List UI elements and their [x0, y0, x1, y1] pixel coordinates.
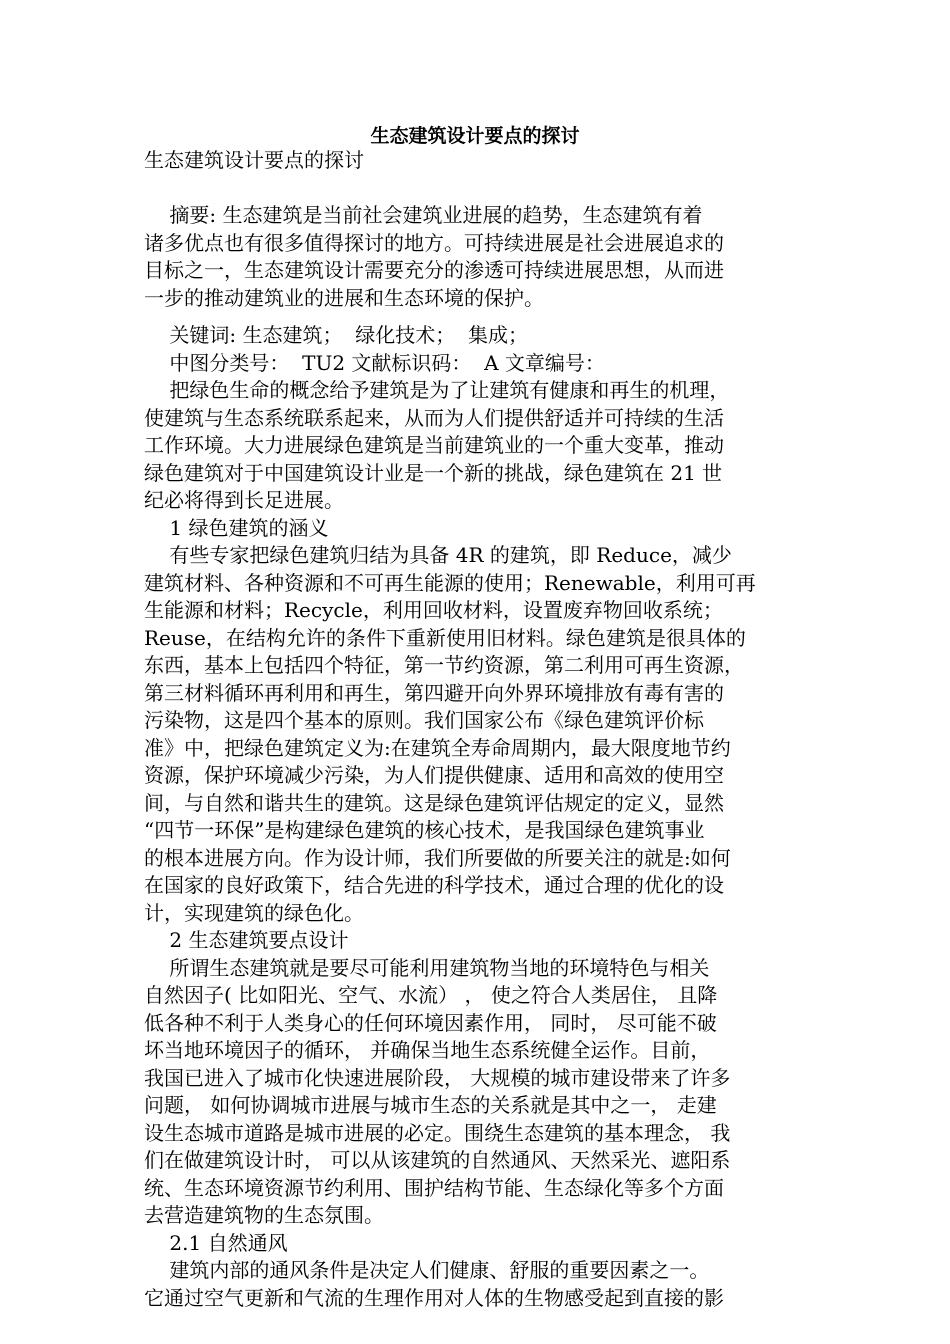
- section-1-line: 污染物，这是四个基本的原则。我们国家公布《绿色建筑评价标: [144, 708, 704, 732]
- intro-line: 使建筑与生态系统联系起来，从而为人们提供舒适并可持续的生活: [144, 405, 724, 430]
- section-2-heading: 2 生态建筑要点设计: [144, 928, 349, 952]
- section-1-line: 间，与自然和谐共生的建筑。这是绿色建筑评估规定的定义，显然: [144, 790, 724, 815]
- main-body: [144, 322, 806, 1312]
- section-1-line: Reuse，在结构允许的条件下重新使用旧材料。绿色建筑是很具体的: [144, 625, 746, 650]
- abstract-paragraph: [144, 202, 806, 312]
- subtitle-block: [144, 147, 806, 175]
- section-1-line: 资源，保护环境减少污染，为人们提供健康、适用和高效的使用空: [144, 763, 724, 787]
- abstract-line: 诸多优点也有很多值得探讨的地方。可持续进展是社会进展追求的: [144, 230, 724, 255]
- section-2-line: 设生态城市道路是城市进展的必定。围绕生态建筑的基本理念， 我: [144, 1120, 731, 1145]
- document-title: 生态建筑设计要点的探讨: [370, 125, 580, 147]
- section-1-line: 生能源和材料；Recycle，利用回收材料，设置废弃物回收系统；: [144, 598, 723, 622]
- section-1-line: 准》中，把绿色建筑定义为:在建筑全寿命周期内，最大限度地节约: [144, 735, 731, 760]
- section-2-line: 问题， 如何协调城市进展与城市生态的关系就是其中之一， 走建: [144, 1093, 717, 1117]
- section-1-line: 东西，基本上包括四个特征，第一节约资源，第二利用可再生资源，: [144, 653, 744, 677]
- section-2-1-heading: 2.1 自然通风: [144, 1230, 288, 1255]
- section-1-line: 的根本进展方向。作为设计师，我们所要做的所要关注的就是:如何: [144, 845, 731, 870]
- section-1-line: 第三材料循环再利用和再生，第四避开向外界环境排放有毒有害的: [144, 680, 724, 705]
- section-2-line: 去营造建筑物的生态氛围。: [144, 1203, 384, 1227]
- section-2-line: 统、生态环境资源节约利用、围护结构节能、生态绿化等多个方面: [144, 1175, 724, 1200]
- classification-line: 中图分类号： TU2 文献标识码： A 文章编号：: [144, 350, 605, 375]
- section-2-line: 我国已进入了城市化快速进展阶段， 大规模的城市建设带来了许多: [144, 1065, 731, 1090]
- section-1-line: 计，实现建筑的绿色化。: [144, 900, 364, 925]
- intro-line: 绿色建筑对于中国建筑设计业是一个新的挑战，绿色建筑在 21 世: [144, 460, 723, 485]
- section-2-line: 自然因子( 比如阳光、空气、水流） ， 使之符合人类居住， 且降: [144, 983, 718, 1007]
- section-2-line: 坏当地环境因子的循环， 并确保当地生态系统健全运作。目前，: [144, 1038, 711, 1062]
- section-2-line: 们在做建筑设计时， 可以从该建筑的自然通风、天然采光、遮阳系: [144, 1148, 731, 1172]
- section-1-line: 建筑材料、各种资源和不可再生能源的使用；Renewable，利用可再: [144, 570, 756, 595]
- section-2-line: 低各种不利于人类身心的任何环境因素作用， 同时， 尽可能不破: [144, 1010, 717, 1035]
- section-1-line: 在国家的良好政策下，结合先进的科学技术，通过合理的优化的设: [144, 873, 724, 897]
- section-1-heading: 1 绿色建筑的涵义: [144, 515, 329, 540]
- abstract-line: 目标之一，生态建筑设计需要充分的渗透可持续进展思想，从而进: [144, 258, 724, 282]
- intro-line: 纪必将得到长足进展。: [144, 488, 344, 512]
- intro-line: 把绿色生命的概念给予建筑是为了让建筑有健康和再生的机理，: [144, 378, 730, 402]
- intro-line: 工作环境。大力进展绿色建筑是当前建筑业的一个重大变革，推动: [144, 433, 724, 457]
- abstract-line: 摘要: 生态建筑是当前社会建筑业进展的趋势，生态建筑有着: [144, 203, 703, 227]
- section-2-line: 所谓生态建筑就是要尽可能利用建筑物当地的环境特色与相关: [144, 955, 710, 980]
- section-2-1-line: 它通过空气更新和气流的生理作用对人体的生物感受起到直接的影: [144, 1285, 724, 1310]
- abstract-line: 一步的推动建筑业的进展和生态环境的保护。: [144, 285, 544, 310]
- section-1-line: “四节一环保”是构建绿色建筑的核心技术，是我国绿色建筑事业: [144, 818, 705, 842]
- keywords-line: 关键词: 生态建筑； 绿化技术； 集成；: [144, 323, 528, 347]
- section-1-line: 有些专家把绿色建筑归结为具备 4R 的建筑，即 Reduce，减少: [144, 543, 732, 567]
- subtitle-line: 生态建筑设计要点的探讨: [144, 148, 364, 172]
- section-2-1-line: 建筑内部的通风条件是决定人们健康、舒服的重要因素之一。: [144, 1258, 710, 1282]
